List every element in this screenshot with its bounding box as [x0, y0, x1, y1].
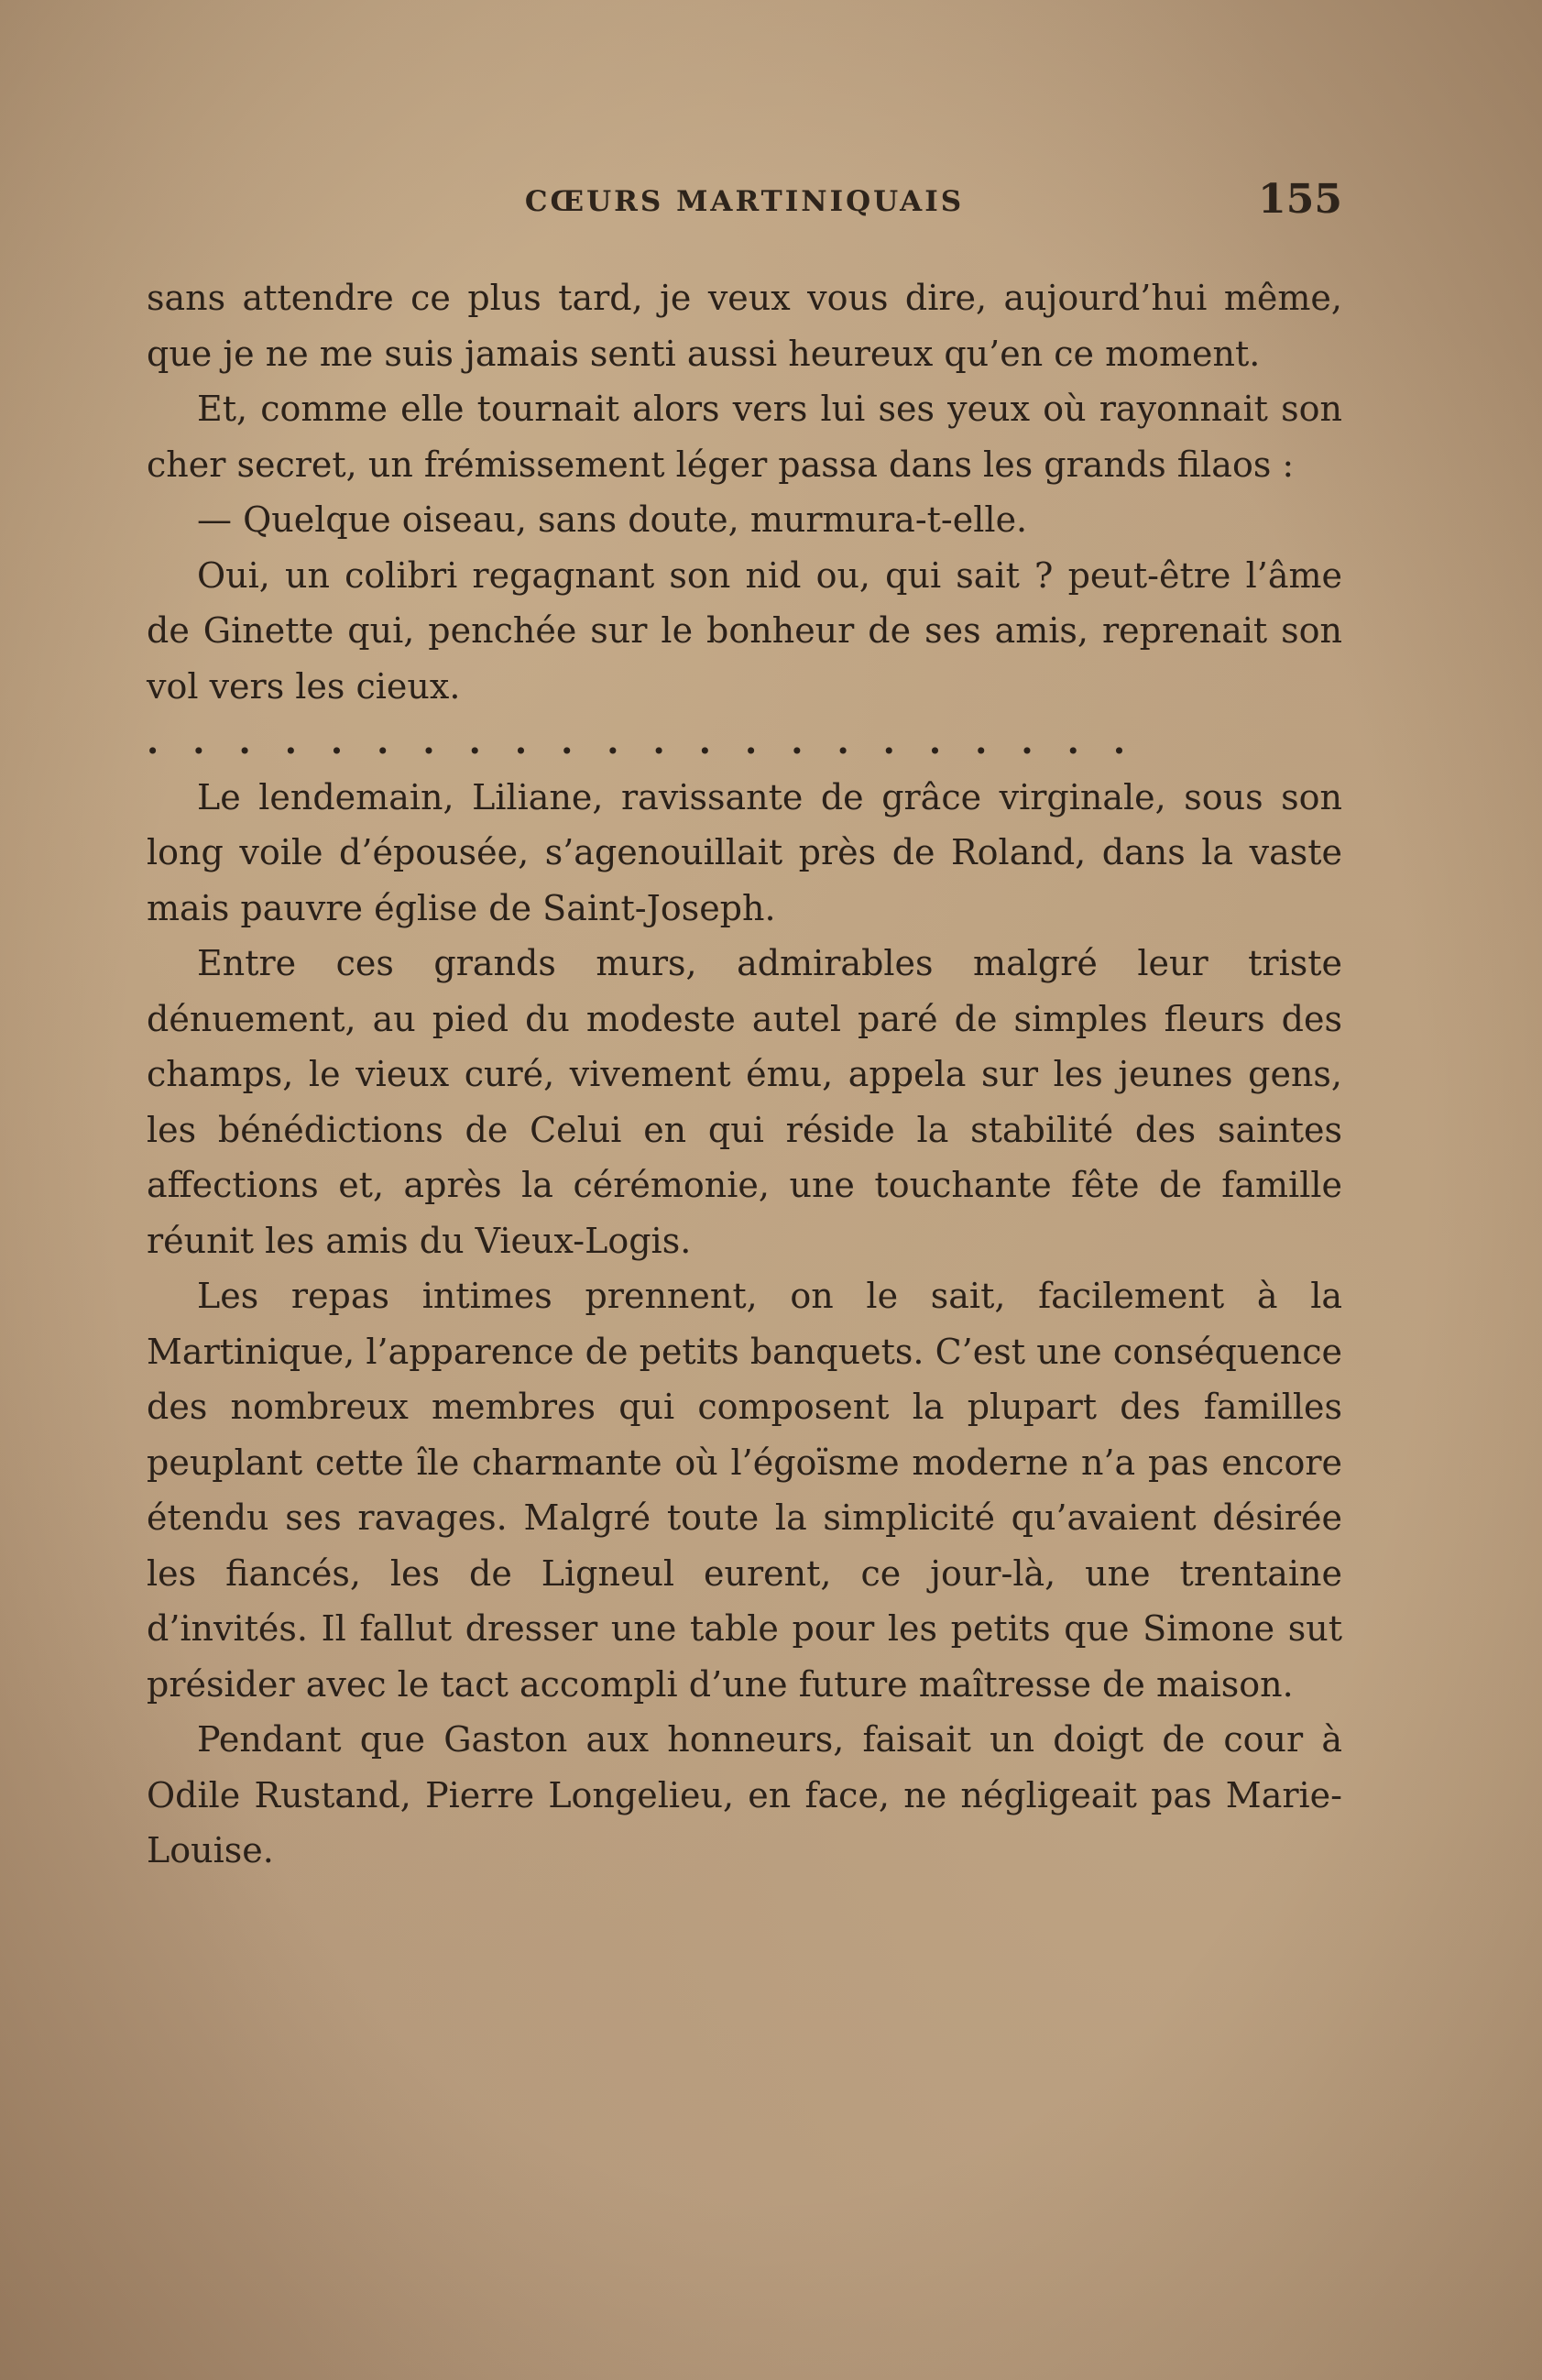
paragraph: sans attendre ce plus tard, je veux vous dire, aujourd’hui même, que je ne me suis jamais senti aussi heureux qu’en ce moment. — [147, 278, 1342, 374]
paragraph: Les repas intimes prennent, on le sait, facilement à la Martinique, l’apparence de petits banquets. C’est une conséquence des nombreux membres qui composent la plupart des familles peuplant cette île charmante où l’égoïsme moderne n’a pas encore étendu ses ravages. Malgré toute la simplicité qu’avaient désirée les fiancés, les de Ligneul eurent, ce jour-là, une trentaine d’invités. Il fallut dresser une table pour les petits que Simone sut présider avec le tact accompli d’une future maîtresse de maison. — [147, 1276, 1342, 1705]
body-text — [147, 270, 1342, 1879]
page-number: 155 — [1258, 176, 1342, 223]
paragraph: Pendant que Gaston aux honneurs, faisait un doigt de cour à Odile Rustand, Pierre Longelieu, en face, ne négligeait pas Marie-Louise. — [147, 1719, 1342, 1870]
paragraph: Oui, un colibri regagnant son nid ou, qui sait ? peut-être l’âme de Ginette qui, penchée sur le bonheur de ses amis, reprenait son vol vers les cieux. — [147, 554, 1342, 707]
paragraph: Le lendemain, Liliane, ravissante de grâce virginale, sous son long voile d’épousée, s’agenouillait près de Roland, dans la vaste mais pauvre église de Saint-Joseph. — [147, 776, 1342, 928]
page-header — [147, 176, 1342, 231]
running-title: CŒURS MARTINIQUAIS — [524, 185, 965, 218]
paragraph: Et, comme elle tournait alors vers lui ses yeux où rayonnait son cher secret, un frémissement léger passa dans les grands filaos : — [147, 389, 1342, 485]
paragraph: — Quelque oiseau, sans doute, murmura-t-elle. — [197, 499, 1028, 540]
paragraph: Entre ces grands murs, admirables malgré leur triste dénuement, au pied du modeste autel paré de simples fleurs des champs, le vieux curé, vivement ému, appela sur les jeunes gens, les bénédictions de Celui en qui réside la stabilité des saintes affections et, après la cérémonie, une touchante fête de famille réunit les amis du Vieux-Logis. — [147, 943, 1342, 1261]
section-separator: ...................... — [147, 720, 1160, 762]
